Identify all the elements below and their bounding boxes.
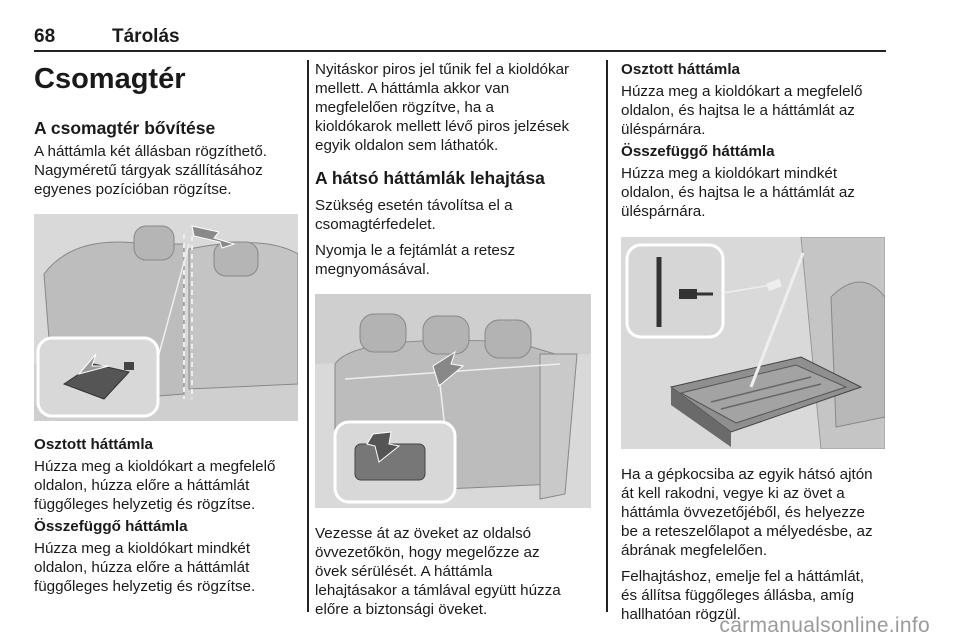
split-backrest-title: Osztott háttámla (34, 436, 153, 453)
joined-fold-title: Összefüggő háttámla (621, 143, 775, 160)
column-divider-2 (606, 60, 608, 612)
split-fold-title: Osztott háttámla (621, 61, 740, 78)
page-header (34, 20, 886, 52)
watermark: carmanualsonline.info (719, 614, 930, 637)
page-number: 68 (34, 26, 56, 47)
figure-folded-backrest-belt (621, 237, 885, 449)
figure-headrest-lowering (315, 294, 591, 508)
raise-backrest-paragraph: Felhajtáshoz, emelje fel a háttámlát, és állítsa függőleges állásba, amíg hallhatóan rögzül. (621, 568, 865, 623)
belt-guide-paragraph: Vezesse át az öveket az oldalsó övvezetőkön, hogy megelőzze az övek sérülését. A háttámla lehajtásakor a támlával együtt húzza előre a biztonsági öveket. (315, 525, 561, 618)
joined-backrest-title: Összefüggő háttámla (34, 518, 188, 535)
fold-backrest-heading: A hátsó háttámlák lehajtása (315, 168, 545, 188)
rear-door-loading-paragraph: Ha a gépkocsiba az egyik hátsó ajtón át kell rakodni, vegye ki az övet a háttámla övvezetőjéből, és helyezze be a reteszelőlapot a mélyedésbe, az ábrának megfelelően. (621, 466, 873, 559)
figure-seat-backrest-split (34, 214, 298, 421)
intro-paragraph: A háttámla két állásban rögzíthető. Nagyméretű tárgyak szállításához egyenes pozícióban rögzítse. (34, 143, 268, 198)
step-remove-cover: Szükség esetén távolítsa el a csomagtérfedelet. (315, 197, 513, 233)
subsection-heading: A csomagtér bővítése (34, 118, 216, 138)
header-rule (34, 50, 886, 52)
joined-fold-text: Húzza meg a kioldókart mindkét oldalon, és hajtsa le a háttámlát az üléspárnára. (621, 165, 855, 220)
release-marker-paragraph: Nyitáskor piros jel tűnik fel a kioldókar mellett. A háttámla akkor van megfelelően rögzítve, ha a kioldókarok mellett lévő piros jelzések egyik oldalon sem láthatók. (315, 61, 570, 154)
split-fold-text: Húzza meg a kioldókart a megfelelő oldalon, és hajtsa le a háttámlát az üléspárnára. (621, 83, 863, 138)
column-2 (315, 60, 595, 619)
section-heading: Csomagtér (34, 63, 186, 95)
column-divider-1 (307, 60, 309, 612)
column-1 (34, 60, 300, 596)
joined-backrest-text: Húzza meg a kioldókart mindkét oldalon, húzza előre a háttámlát függőleges helyzetig és rögzítse. (34, 540, 256, 595)
running-title: Tárolás (112, 26, 180, 47)
column-3 (621, 60, 891, 624)
step-lower-headrest: Nyomja le a fejtámlát a retesz megnyomásával. (315, 242, 516, 278)
split-backrest-text: Húzza meg a kioldókart a megfelelő oldalon, húzza előre a háttámlát függőleges helyzetig és rögzítse. (34, 458, 276, 513)
